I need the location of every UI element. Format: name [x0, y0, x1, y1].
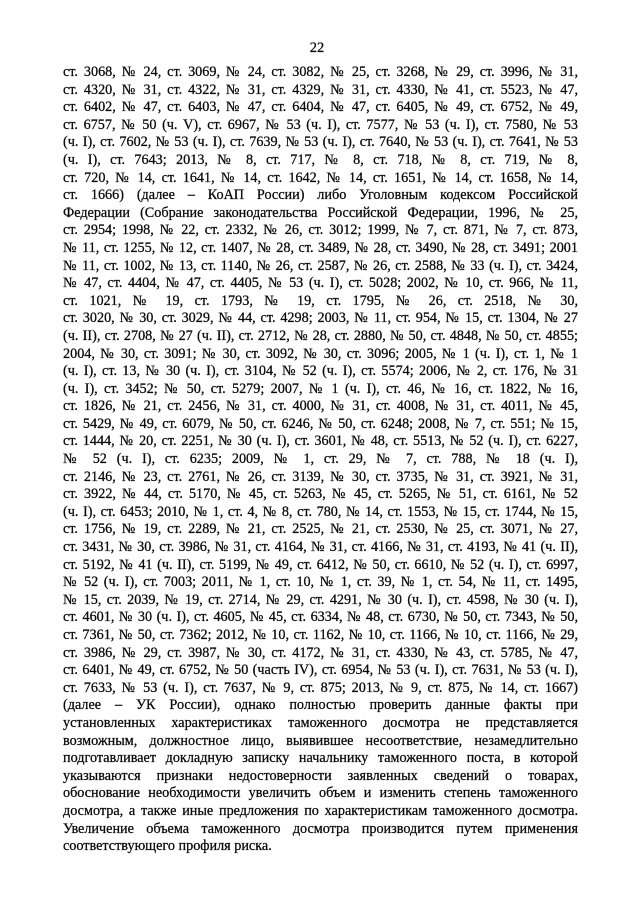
text-line: подготавливает докладную записку начальнику таможенного поста, в которой: [63, 750, 578, 767]
text-line: Увеличение объема таможенного досмотра производится путем применения: [63, 820, 578, 837]
text-line: соответствующего профиля риска.: [63, 838, 272, 855]
text-line: ст. 7361, № 50, ст. 7362; 2012, № 10, ст. 1162, № 10, ст. 1166, № 10, ст. 1166, № 29,: [63, 627, 578, 643]
text-line: возможным, должностное лицо, выявившее несоответствие, незамедлительно: [63, 732, 578, 749]
text-line: указываются признаки недостоверности заявленных сведений о товарах,: [63, 767, 578, 784]
text-line: № 11, ст. 1255, № 12, ст. 1407, № 28, ст. 3489, № 28, ст. 3490, № 28, ст. 3491; 2001: [63, 239, 578, 256]
text-line: досмотра, а также иные предложения по характеристикам таможенного досмотра.: [63, 802, 578, 819]
text-line: № 15, ст. 2039, № 19, ст. 2714, № 29, ст. 4291, № 30 (ч. I), ст. 4598, № 30 (ч. I),: [63, 591, 578, 608]
body-text: [63, 64, 578, 856]
text-line: ст. 1826, № 21, ст. 2456, № 31, ст. 4000, № 31, ст. 4008, № 31, ст. 4011, № 45,: [63, 398, 578, 415]
text-line: ст. 7633, № 53 (ч. I), ст. 7637, № 9, ст. 875; 2013, № 9, ст. 875, № 14, ст. 1667): [63, 679, 578, 696]
text-line: ст. 1756, № 19, ст. 2289, № 21, ст. 2525, № 21, ст. 2530, № 25, ст. 3071, № 27,: [63, 521, 578, 538]
text-line: ст. 1021, № 19, ст. 1793, № 19, ст. 1795, № 26, ст. 2518, № 30,: [63, 292, 578, 309]
text-line: (ч. I), ст. 6453; 2010, № 1, ст. 4, № 8, ст. 780, № 14, ст. 1553, № 15, ст. 1744, № 15,: [63, 503, 578, 520]
text-line: Федерации (Собрание законодательства Российской Федерации, 1996, № 25,: [63, 204, 578, 221]
text-line: (ч. I), ст. 3452; № 50, ст. 5279; 2007, № 1 (ч. I), ст. 46, № 16, ст. 1822, № 16,: [63, 380, 578, 397]
text-line: ст. 3922, № 44, ст. 5170, № 45, ст. 5263, № 45, ст. 5265, № 51, ст. 6161, № 52: [63, 486, 578, 503]
page-number: 22: [309, 40, 325, 56]
text-line: ст. 3068, № 24, ст. 3069, № 24, ст. 3082, № 25, ст. 3268, № 29, ст. 3996, № 31,: [63, 64, 578, 80]
text-line: ст. 720, № 14, ст. 1641, № 14, ст. 1642, № 14, ст. 1651, № 14, ст. 1658, № 14,: [63, 169, 578, 186]
text-line: ст. 1666) (далее – КоАП России) либо Уголовным кодексом Российской: [63, 187, 578, 204]
text-line: (ч. I), ст. 7643; 2013, № 8, ст. 717, № 8, ст. 718, № 8, ст. 719, № 8,: [63, 151, 578, 168]
text-line: ст. 2146, № 23, ст. 2761, № 26, ст. 3139, № 30, ст. 3735, № 31, ст. 3921, № 31,: [63, 468, 578, 485]
text-line: ст. 5192, № 41 (ч. II), ст. 5199, № 49, ст. 6412, № 50, ст. 6610, № 52 (ч. I), ст. 6997,: [63, 556, 578, 573]
text-line: ст. 3986, № 29, ст. 3987, № 30, ст. 4172, № 31, ст. 4330, № 43, ст. 5785, № 47,: [63, 644, 578, 661]
text-line: № 52 (ч. I), ст. 6235; 2009, № 1, ст. 29, № 7, ст. 788, № 18 (ч. I),: [63, 451, 578, 468]
text-line: установленных характеристиках таможенного досмотра не представляется: [63, 714, 578, 731]
text-line: (ч. II), ст. 2708, № 27 (ч. II), ст. 2712, № 28, ст. 2880, № 50, ст. 4848, № 50, ст. 4855;: [63, 327, 578, 344]
text-line: (далее – УК России), однако полностью проверить данные факты при: [63, 697, 578, 714]
text-line: № 52 (ч. I), ст. 7003; 2011, № 1, ст. 10, № 1, ст. 39, № 1, ст. 54, № 11, ст. 1495,: [63, 574, 578, 591]
text-line: ст. 5429, № 49, ст. 6079, № 50, ст. 6246, № 50, ст. 6248; 2008, № 7, ст. 551; № 15,: [63, 415, 578, 432]
text-line: обоснование необходимости увеличить объем и изменить степень таможенного: [63, 785, 578, 802]
text-line: ст. 3431, № 30, ст. 3986, № 31, ст. 4164, № 31, ст. 4166, № 31, ст. 4193, № 41 (ч. II),: [63, 539, 578, 556]
text-line: ст. 6401, № 49, ст. 6752, № 50 (часть IV), ст. 6954, № 53 (ч. I), ст. 7631, № 53 (ч. I),: [63, 662, 578, 679]
text-line: ст. 4320, № 31, ст. 4322, № 31, ст. 4329, № 31, ст. 4330, № 41, ст. 5523, № 47,: [63, 81, 578, 98]
text-line: ст. 2954; 1998, № 22, ст. 2332, № 26, ст. 3012; 1999, № 7, ст. 871, № 7, ст. 873,: [63, 222, 578, 239]
text-line: ст. 4601, № 30 (ч. I), ст. 4605, № 45, ст. 6334, № 48, ст. 6730, № 50, ст. 7343, № 50,: [63, 609, 578, 626]
text-line: ст. 6402, № 47, ст. 6403, № 47, ст. 6404, № 47, ст. 6405, № 49, ст. 6752, № 49,: [63, 99, 578, 116]
text-line: 2004, № 30, ст. 3091; № 30, ст. 3092, № 30, ст. 3096; 2005, № 1 (ч. I), ст. 1, № 1: [63, 345, 578, 362]
text-line: ст. 1444, № 20, ст. 2251, № 30 (ч. I), ст. 3601, № 48, ст. 5513, № 52 (ч. I), ст. 6227,: [63, 433, 578, 450]
text-line: ст. 6757, № 50 (ч. V), ст. 6967, № 53 (ч. I), ст. 7577, № 53 (ч. I), ст. 7580, № 53: [63, 116, 578, 133]
text-line: № 11, ст. 1002, № 13, ст. 1140, № 26, ст. 2587, № 26, ст. 2588, № 33 (ч. I), ст. 3424,: [63, 257, 578, 274]
text-line: № 47, ст. 4404, № 47, ст. 4405, № 53 (ч. I), ст. 5028; 2002, № 10, ст. 966, № 11,: [63, 275, 578, 292]
text-line: (ч. I), ст. 7602, № 53 (ч. I), ст. 7639, № 53 (ч. I), ст. 7640, № 53 (ч. I), ст. 7641, № 53: [63, 134, 578, 151]
text-line: ст. 3020, № 30, ст. 3029, № 44, ст. 4298; 2003, № 11, ст. 954, № 15, ст. 1304, № 27: [63, 310, 578, 327]
text-line: (ч. I), ст. 13, № 30 (ч. I), ст. 3104, № 52 (ч. I), ст. 5574; 2006, № 2, ст. 176, № 31: [63, 363, 578, 380]
